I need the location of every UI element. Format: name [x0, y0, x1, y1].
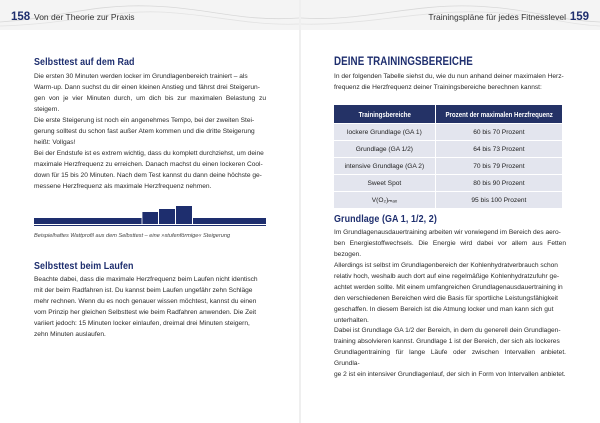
table-cell-prozent: 60 bis 70 Prozent: [435, 124, 562, 141]
paragraph-trainingsbereiche-intro: In der folgenden Tabelle siehst du, wie du nun anhand deiner maximalen Herz- frequenz die Herzfrequenz deiner Trainingsbereiche berechnen kannst:: [334, 73, 564, 91]
paragraph-grundlage-2: Dabei ist Grundlage GA 1/2 der Bereich, in dem du generell dein Grundlagen- training absolvieren kannst. Grundlage 1 ist der Bereich, der sich als lockeres Grundlagentraining für lange Läufe oder zwischen Intervallen anbietet. Grundla- ge 2 ist ein intensiver Grundlagenlauf, der sich in Form von Intervallen anbietet.: [334, 327, 566, 378]
left-header: [0, 0, 299, 30]
left-running-head: Von der Theorie zur Praxis: [34, 12, 135, 22]
table-cell-bereich: Grundlage (GA 1/2): [334, 141, 436, 158]
section-title-selbsttest-laufen: Selbsttest beim Laufen: [34, 260, 134, 272]
table-row: [334, 141, 563, 158]
left-page-number: 158: [11, 11, 31, 23]
profile-step-1: [142, 212, 158, 224]
paragraph-rad-1: Die ersten 30 Minuten werden locker im Grundlagenbereich trainiert – als Warm-up. Dann suchst du dir einen kleinen Anstieg und fährst drei Steigerun- gen von je vier Minuten durch, um dich bis zur maximalen Belastung zu steigern. Die erste Steigerung ist noch ein angenehmes Tempo, bei der zweiten Stei- gerung solltest du schon fast außer Atem kommen und die dritte Steigerung heißt: Vollgas!: [34, 73, 266, 146]
paragraph-rad-2: Bei der Endstufe ist es extrem wichtig, dass du komplett durchziehst, um deine maximale Herzfrequenz zu erreichen. Danach machst du einen lockeren Cool- down für 15 bis 20 Minuten. Nach dem Test kannst du dann deine höchste ge- messene Herzfrequenz als maximale Herzfrequenz nehmen.: [34, 150, 264, 190]
table-row: [334, 124, 563, 141]
trainingsbereiche-table: [333, 104, 563, 209]
profile-step-2: [159, 209, 175, 224]
profile-step-3: [176, 206, 192, 224]
table-cell-prozent: 80 bis 90 Prozent: [435, 175, 562, 192]
wattprofile-step-graphic: [34, 203, 266, 227]
right-running-head: Trainingspläne für jedes Fitnesslevel: [428, 12, 566, 22]
paragraph-laufen: Beachte dabei, dass die maximale Herzfrequenz beim Laufen nicht identisch mit der beim Radfahren ist. Du kannst beim Laufen ungefähr zehn Schläge mehr rechnen. Wenn du es noch genauer wissen möchtest, kannst du einen vom Prinzip her gleichen Selbsttest wie beim Radfahren anwenden. Die Zeit variiert jedoch: 15 Minuten locker einlaufen, dreimal drei Minuten steigern, zehn Minuten auslaufen.: [34, 276, 258, 338]
profile-warmup-step: [34, 218, 142, 224]
right-page-number: 159: [569, 11, 589, 23]
wattprofile-caption: Beispielhaftes Wattprofil aus dem Selbsttest – eine »stufenförmige« Steigerung: [34, 233, 231, 239]
table-cell-bereich: lockere Grundlage (GA 1): [334, 124, 436, 141]
paragraph-grundlage-1: Im Grundlagenausdauertraining arbeiten wir vorwiegend im Bereich des aero- ben Energiestoffwechsels. Die Energie wird dabei vor allem aus Fetten bezogen. Allerdings ist selbst im Grundlagenbereich der Kohlenhydratverbrauch schon relativ hoch, weshalb auch dort auf eine regelmäßige Kohlenhydratzufuhr ge- achtet werden sollte. Mit einem umfangreichen Grundlagenausdauertraining in den verschiedenen Bereichen wird die Basis für sportliche Leistungsfähigkeit geschaffen. In diesem Bereich ist die Atmung locker und man kann sich gut unterhalten.: [334, 229, 566, 324]
table-cell-prozent: 70 bis 79 Prozent: [435, 158, 562, 175]
section-title-selbsttest-rad: Selbsttest auf dem Rad: [34, 56, 135, 68]
profile-cooldown-step: [193, 218, 266, 224]
section-title-grundlage: Grundlage (GA 1, 1/2, 2): [334, 213, 437, 225]
table-cell-prozent: 64 bis 73 Prozent: [435, 141, 562, 158]
table-cell-prozent: 95 bis 100 Prozent: [435, 192, 562, 209]
table-header-cell: Prozent der maximalen Herzfrequenz: [435, 105, 562, 124]
table-row: [334, 158, 563, 175]
right-header: [301, 0, 600, 30]
table-cell-bereich: intensive Grundlage (GA 2): [334, 158, 436, 175]
table-header-row: [334, 105, 563, 124]
section-title-trainingsbereiche: DEINE TRAININGSBEREICHE: [334, 56, 473, 68]
table-row: [334, 175, 563, 192]
page-gutter: [299, 0, 301, 423]
table-cell-bereich: V(O₂)ₘₐₓ: [334, 192, 436, 209]
table-row: [334, 192, 563, 209]
table-cell-bereich: Sweet Spot: [334, 175, 436, 192]
table-header-cell: Trainingsbereiche: [334, 105, 436, 124]
